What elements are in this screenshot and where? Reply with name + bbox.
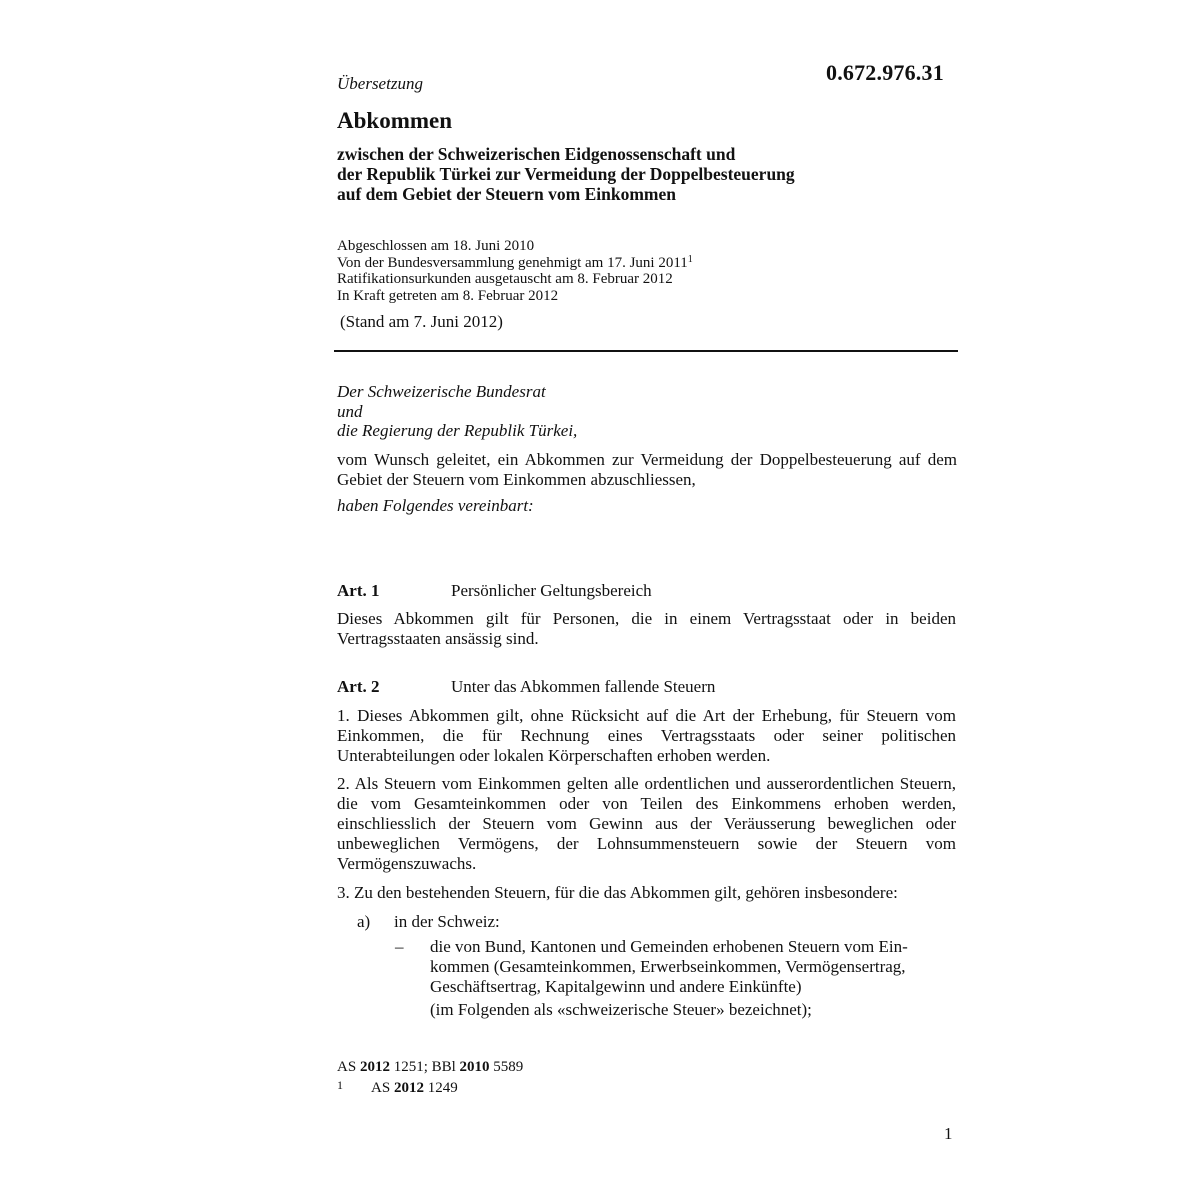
sr-number: 0.672.976.31 bbox=[826, 60, 944, 85]
fn1-year: 2012 bbox=[393, 1080, 424, 1096]
art2-para-2: 2. Als Steuern vom Einkommen gelten alle ordentlichen und ausserordentlichen Steuern, die vom Gesamteinkommen oder von Teilen des Einkommens erhoben werden, einschliesslich der Steuern vom Gewinn aus der Veräusserung beweglichen oder unbeweglichen Vermögens, der Lohnsummensteuern sowie der Steuern vom Vermögenszuwachs. bbox=[337, 774, 956, 873]
approved-text: Von der Bundesversammlung genehmigt am 17. Juni 2011 bbox=[337, 254, 688, 271]
dash-bullet: – bbox=[395, 937, 404, 956]
concluded-date: Abgeschlossen am 18. Juni 2010 bbox=[337, 238, 535, 254]
art2-number: Art. 2 bbox=[337, 677, 380, 696]
approved-date bbox=[337, 255, 957, 272]
art2-heading: Unter das Abkommen fallende Steuern bbox=[451, 677, 716, 696]
art1-text: Dieses Abkommen gilt für Personen, die in einem Vertragsstaat oder in beiden Vertragsstaaten ansässig sind. bbox=[337, 609, 956, 648]
dash-item-line: kommen (Gesamteinkommen, Erwerbseinkommen, Vermögensertrag, bbox=[430, 957, 906, 976]
preamble-parties bbox=[337, 382, 577, 441]
item-a-label: a) bbox=[357, 912, 371, 931]
art1-number: Art. 1 bbox=[337, 581, 380, 600]
status-date: (Stand am 7. Juni 2012) bbox=[340, 312, 503, 331]
in-force-date: In Kraft getreten am 8. Februar 2012 bbox=[337, 287, 559, 304]
as-page: 1251; BBl bbox=[389, 1059, 460, 1075]
page-number: 1 bbox=[944, 1124, 953, 1143]
party-conjunction: und bbox=[337, 401, 363, 421]
swiss-tax-note: (im Folgenden als «schweizerische Steuer» bezeichnet); bbox=[430, 1000, 812, 1019]
divider-rule bbox=[334, 350, 958, 352]
dash-item-text bbox=[430, 937, 957, 997]
dash-item-line: Geschäftsertrag, Kapitalgewinn und andere Einkünfte) bbox=[430, 977, 802, 996]
bbl-year: 2010 bbox=[459, 1059, 490, 1075]
translation-label: Übersetzung bbox=[337, 74, 423, 93]
document-title: Abkommen bbox=[337, 108, 453, 133]
subtitle-line: zwischen der Schweizerischen Eidgenossenschaft und bbox=[337, 144, 736, 164]
fn1-page: 1249 bbox=[423, 1080, 458, 1096]
dash-item-line: die von Bund, Kantonen und Gemeinden erhobenen Steuern vom Ein- bbox=[430, 937, 908, 956]
art1-heading: Persönlicher Geltungsbereich bbox=[451, 581, 652, 600]
preamble-recital: vom Wunsch geleitet, ein Abkommen zur Vermeidung der Doppelbesteuerung auf dem Gebiet der Steuern vom Einkommen abzuschliessen, bbox=[337, 450, 957, 489]
fn1-prefix: AS bbox=[371, 1080, 394, 1096]
art2-para-1: 1. Dieses Abkommen gilt, ohne Rücksicht auf die Art der Erhebung, für Steuern vom Einkommen, die für Rechnung eines Vertragsstaats oder seiner politischen Unterabteilungen oder lokalen Körperschaften erhoben werden. bbox=[337, 706, 956, 765]
subtitle-line: auf dem Gebiet der Steuern vom Einkommen bbox=[337, 184, 676, 204]
art2-para-3: 3. Zu den bestehenden Steuern, für die das Abkommen gilt, gehören insbesondere: bbox=[337, 883, 898, 902]
ratified-date: Ratifikationsurkunden ausgetauscht am 8. Februar 2012 bbox=[337, 271, 673, 287]
item-a-text: in der Schweiz: bbox=[394, 912, 500, 931]
document-subtitle bbox=[337, 144, 977, 204]
bbl-page: 5589 bbox=[489, 1059, 524, 1075]
as-year: 2012 bbox=[359, 1059, 390, 1075]
party-switzerland: Der Schweizerische Bundesrat bbox=[337, 382, 546, 401]
date-block bbox=[337, 238, 957, 304]
footnote-1-text bbox=[371, 1080, 458, 1097]
footnote-1-mark: 1 bbox=[337, 1078, 343, 1092]
as-prefix: AS bbox=[337, 1059, 360, 1075]
source-footnote bbox=[337, 1059, 523, 1076]
party-turkey: die Regierung der Republik Türkei, bbox=[337, 421, 578, 440]
preamble-agreed: haben Folgendes vereinbart: bbox=[337, 496, 534, 515]
footnote-ref[interactable]: 1 bbox=[687, 253, 693, 265]
subtitle-line: der Republik Türkei zur Vermeidung der Doppelbesteuerung bbox=[337, 164, 795, 184]
